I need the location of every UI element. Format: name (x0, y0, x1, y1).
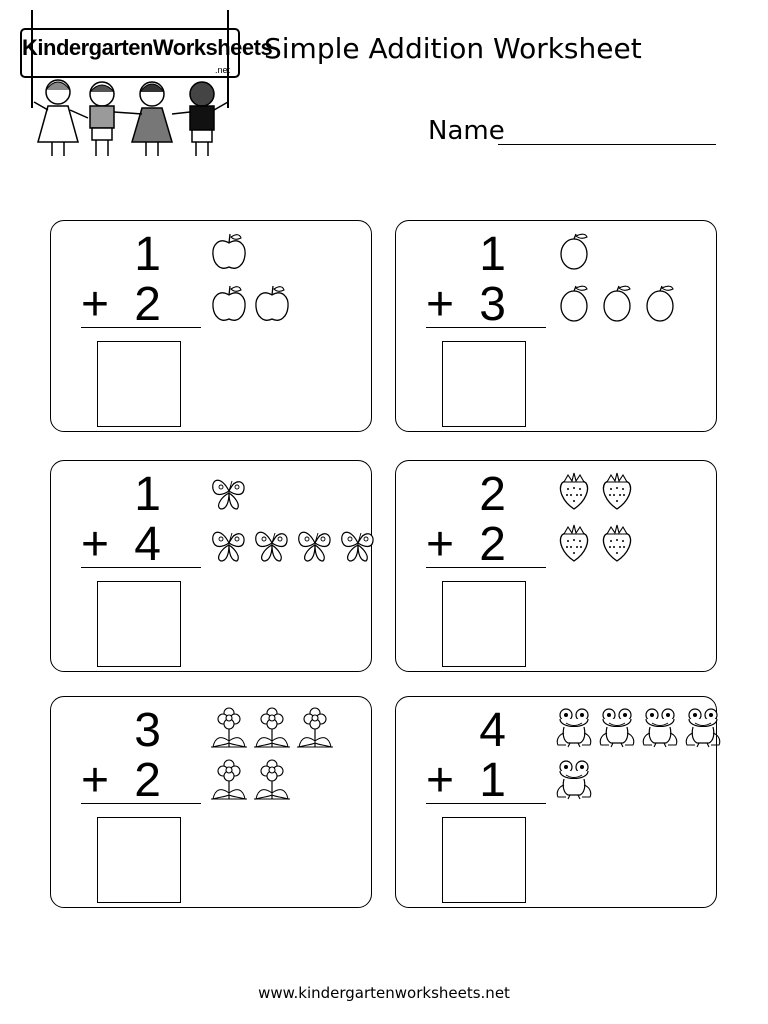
addend-top: 1 (479, 228, 506, 281)
counting-pictures (554, 701, 726, 805)
top-picture-row (209, 465, 381, 517)
addend-top: 2 (479, 468, 506, 521)
addend-bottom: 4 (134, 518, 161, 571)
top-picture-row (209, 701, 338, 753)
counting-pictures (209, 225, 295, 329)
problem-card (50, 696, 372, 908)
strawberry-icon (597, 521, 637, 565)
addend-bottom: 3 (479, 278, 506, 331)
plus-sign: + (426, 278, 455, 331)
logo-text: KindergartenWorksheets (22, 35, 273, 60)
bottom-picture-row (209, 753, 338, 805)
name-input-line[interactable] (498, 144, 716, 145)
sum-line (426, 567, 546, 568)
strawberry-icon (597, 469, 637, 513)
frog-icon (640, 705, 680, 749)
addend-bottom: 2 (134, 754, 161, 807)
butterfly-icon (252, 521, 292, 565)
flower-icon (295, 705, 335, 749)
plus-sign: + (81, 754, 110, 807)
flower-icon (209, 705, 249, 749)
sum-line (81, 567, 201, 568)
bottom-picture-row (554, 277, 683, 329)
frog-icon (683, 705, 723, 749)
plus-sign: + (426, 518, 455, 571)
bottom-picture-row (209, 517, 381, 569)
addend-top: 1 (134, 228, 161, 281)
plus-sign: + (81, 278, 110, 331)
top-picture-row (209, 225, 295, 277)
apple-icon (252, 281, 292, 325)
kids-holding-sign-icon (14, 10, 273, 160)
counting-pictures (209, 465, 381, 569)
problem-card (395, 696, 717, 908)
frog-icon (597, 705, 637, 749)
lemon-icon (554, 281, 594, 325)
plus-sign: + (81, 518, 110, 571)
logo-subtext: .net (214, 65, 230, 75)
lemon-icon (554, 229, 594, 273)
answer-box[interactable] (97, 581, 181, 667)
lemon-icon (597, 281, 637, 325)
counting-pictures (209, 701, 338, 805)
flower-icon (209, 757, 249, 801)
answer-box[interactable] (97, 341, 181, 427)
problem-card (395, 220, 717, 432)
sum-line (426, 327, 546, 328)
addend-bottom: 1 (479, 754, 506, 807)
addend-top: 3 (134, 704, 161, 757)
sum-line (426, 803, 546, 804)
answer-box[interactable] (442, 581, 526, 667)
flower-icon (252, 705, 292, 749)
answer-box[interactable] (97, 817, 181, 903)
footer-url: www.kindergartenworksheets.net (258, 984, 510, 1002)
site-logo (14, 10, 273, 160)
bottom-picture-row (554, 753, 726, 805)
problem-card (395, 460, 717, 672)
frog-icon (554, 705, 594, 749)
addend-top: 4 (479, 704, 506, 757)
counting-pictures (554, 465, 640, 569)
butterfly-icon (338, 521, 378, 565)
plus-sign: + (426, 754, 455, 807)
lemon-icon (640, 281, 680, 325)
answer-box[interactable] (442, 341, 526, 427)
sum-line (81, 803, 201, 804)
top-picture-row (554, 225, 683, 277)
apple-icon (209, 281, 249, 325)
problem-card (50, 220, 372, 432)
problem-card (50, 460, 372, 672)
top-picture-row (554, 465, 640, 517)
name-label: Name (428, 116, 505, 146)
answer-box[interactable] (442, 817, 526, 903)
apple-icon (209, 229, 249, 273)
frog-icon (554, 757, 594, 801)
butterfly-icon (209, 469, 249, 513)
butterfly-icon (209, 521, 249, 565)
strawberry-icon (554, 521, 594, 565)
addend-bottom: 2 (134, 278, 161, 331)
butterfly-icon (295, 521, 335, 565)
strawberry-icon (554, 469, 594, 513)
flower-icon (252, 757, 292, 801)
page-title: Simple Addition Worksheet (264, 32, 642, 65)
addend-top: 1 (134, 468, 161, 521)
bottom-picture-row (209, 277, 295, 329)
counting-pictures (554, 225, 683, 329)
addend-bottom: 2 (479, 518, 506, 571)
sum-line (81, 327, 201, 328)
top-picture-row (554, 701, 726, 753)
bottom-picture-row (554, 517, 640, 569)
